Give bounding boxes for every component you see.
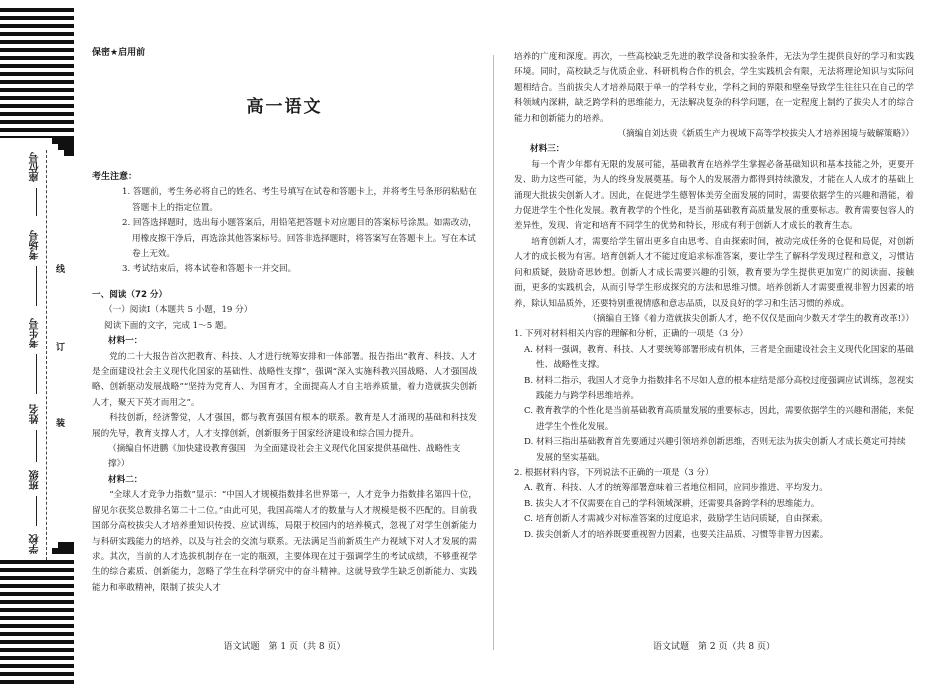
stripe-pattern-top — [0, 8, 74, 138]
material-3-paragraph: 每一个青少年都有无限的发展可能，基础教育在培养学生掌握必备基础知识和基本技能之外，更要开发、助力这些可能，为人的终身发展奠基。每个人的发展潜力都得到持续激发，才能在人人成才的基础上涌现大批拔尖创新人才。因此，在促进学生德智体美劳全面发展的同时，需要依据学生的兴趣和潜能，着力促进学生个性化发展。教育教学的个性化，是当前基础教育高质量发展的重要标志。教育需要包容人的差异性，发现、肯定和培育不同学生的优势和特长，形成有利于创新人才成长的教育生态。 — [514, 159, 914, 232]
q2-option-c[interactable]: C. 培育创新人才需减少对标准答案的过度追求，鼓励学生诘问质疑，自由探索。 — [524, 514, 828, 525]
question-1: 1. 下列对材料相关内容的理解和分析，正确的一项是（3 分） — [514, 329, 748, 340]
note-item: 2. 回答选择题时，选出每小题答案后，用铅笔把答题卡对应题目的答案标号涂黑。如需改动，用橡皮擦干净后，再选涂其他答案标号。回答非选择题时，将答案写在答题卡上。写在本试卷上无效。 — [122, 218, 477, 260]
q1-option-a[interactable]: A. 材料一强调，教育、科技、人才要统筹部署形成有机体，三者是全面建设社会主义现代化国家的基础性、战略性支撑。 — [524, 344, 914, 371]
field-room-label: 考场号 — [30, 230, 41, 260]
cut-mark-bind: 订 — [56, 343, 66, 353]
cut-mark-line: 线 — [56, 265, 66, 275]
notes-heading: 考生注意： — [92, 172, 138, 182]
question-2: 2. 根据材料内容，下列说法不正确的一项是（3 分） — [514, 467, 714, 478]
secret-label: 保密★启用前 — [92, 48, 146, 58]
material-1-label: 材料一： — [108, 336, 143, 347]
reading-section — [92, 288, 477, 596]
q2-option-a[interactable]: A. 教育、科技、人才的统筹部署意味着三者地位相同，应同步推进、平均发力。 — [524, 483, 828, 494]
page-title: 高一语文 — [246, 97, 323, 117]
q1-option-c[interactable]: C. 教育教学的个性化是当前基础教育高质量发展的重要标志，因此，需要依据学生的兴趣和潜能，来促进学生个性化发展。 — [524, 406, 914, 432]
field-seat-label: 座位号 — [30, 152, 41, 182]
page-footer: 语文试题 第 2 页（共 8 页） — [653, 642, 775, 652]
field-class-label: 班级 — [30, 470, 41, 490]
material-3-label: 材料三： — [530, 144, 565, 155]
page-divider — [493, 55, 494, 650]
note-item: 3. 考试结束后，将本试卷和答题卡一并交回。 — [122, 264, 297, 275]
field-class-line[interactable] — [36, 496, 37, 526]
stair-decoration — [58, 542, 74, 548]
field-id-line[interactable] — [36, 354, 37, 394]
field-room-line[interactable] — [36, 266, 37, 306]
page-footer: 语文试题 第 1 页（共 8 页） — [223, 642, 346, 652]
stair-decoration — [64, 150, 74, 156]
field-name-label: 姓名 — [30, 404, 41, 424]
page-2-content — [514, 50, 914, 543]
field-id-label: 考生号 — [30, 318, 41, 348]
page-1 — [92, 0, 477, 688]
field-seat-line[interactable] — [36, 188, 37, 216]
section-heading: 一、阅读（72 分） — [92, 290, 168, 300]
subsection-heading: （一）阅读Ⅰ（本题共 5 小题，19 分） — [104, 305, 253, 316]
material-2-continued: 培养的广度和深度。再次，一些高校缺乏先进的教学设备和实验条件，无法为学生提供良好的学习和实践环境。同时，高校缺乏与优质企业、科研机构合作的机会，学生实践机会有限，无法将理论知识与实际问题相结合。当前拔尖人才培养局限于单一的学科专业，学科之间的界限和壁垒导致学生往往只在自己的学科领域内深耕，缺乏跨学科的思维能力，无法解决复杂的科学问题，在一定程度上制约了拔尖人才的综合能力和创新能力的培养。 — [514, 52, 914, 124]
note-item: 1. 答题前，考生务必将自己的姓名、考生号填写在试卷和答题卡上，并将考生号条形码粘贴在答题卡上的指定位置。 — [122, 187, 477, 213]
material-2-label: 材料二： — [108, 474, 143, 485]
stair-decoration — [52, 548, 74, 554]
material-1-source: （摘编自怀进鹏《加快建设教育强国 为全面建设社会主义现代化国家提供基础性、战略性支撑》） — [108, 444, 461, 470]
binding-margin — [0, 0, 82, 688]
field-name-line[interactable] — [36, 430, 37, 462]
instruction: 阅读下面的文字，完成 1～5 题。 — [104, 320, 233, 331]
q2-option-b[interactable]: B. 拔尖人才不仅需要在自己的学科领域深耕，还需要具备跨学科的思维能力。 — [524, 498, 820, 509]
cut-line — [46, 150, 47, 560]
material-3-source: （摘编自王锋《着力造就拔尖创新人才，绝不仅仅是面向少数天才学生的教育改革!》） — [588, 313, 914, 324]
stripe-pattern-bottom — [0, 560, 74, 685]
cut-mark-install: 装 — [56, 419, 66, 429]
field-school-label: 学校 — [30, 534, 41, 554]
q2-option-d[interactable]: D. 拔尖创新人才的培养既要重视智力因素，也要关注品质、习惯等非智力因素。 — [524, 529, 829, 540]
material-1-paragraph: 科技创新，经济警觉，人才强国，都与教育强国有根本的联系。教育是人才涌现的基础和科技发展的先导，教育支撑人才，人才支撑创新，创新服务于国家经济建设和综合国力提升。 — [92, 413, 477, 439]
page-2 — [514, 0, 914, 688]
q1-option-b[interactable]: B. 材料二指示，我国人才竞争力指数排名不尽如人意的根本症结是部分高校过度强调应试训练，忽视实践能力与跨学科思维培养。 — [524, 375, 914, 401]
material-2-paragraph: “全球人才竞争力指数”显示：“中国人才规模指数排名世界第一，人才竞争力指数排名第四十位，留见尔获奖总数排名第二十二位。”由此可见，我国高端人才的数量与人才规模是极不匹配的。目前我国部分高校拔尖人才培养重知识传授、应试训练，局限于校园内的培养模式，忽视了对学生创新能力与科研实践能力的培养，以及与社会的交流与联系。无法满足当前新质生产力视域下对人才发展的需求。其次，当前的人才选拔机制存在一定的瓶颈，主要体现在过于强调学生的考试成绩，不够重视学生的综合素质、创新能力，忽略了学生在科学研究中的奋斗精神。这就导致学生缺乏创新能力、实践能力和率敢精神，限制了拔尖人才 — [92, 490, 477, 593]
material-1-paragraph: 党的二十大报告首次把教育、科技、人才进行统筹安排和一体部署。报告指出“教育、科技、人才是全面建设社会主义现代化国家的基础性、战略性支撑”，强调“深入实施科教兴国战略、人才强国战略、创新驱动发展战略”“坚持为党育人、为国育才，全面提高人才自主培养质量，着力造就拔尖创新人才，聚天下英才而用之”。 — [92, 351, 477, 408]
material-3-paragraph: 培育创新人才，需要给学生留出更多自由思考、自由探索时间，被动完成任务的仓促和局促，对创新人才的成长极为有害。培育创新人才不能过度追求标准答案，要让学生了解科学发现过程和意义，习惯诘问和质疑，鼓励奇思妙想。创新人才成长需要兴趣的引领，教育要为学生提供更加宽广的阅读面、接触面，更多的实践机会，从而引导学生形成探究的方法和思维习惯。培养创新人才需要重视非智力因素的培养，除认知品质外，还要特别重视情感和意志品质，以及良好的学习和生活习惯的养成。 — [514, 236, 914, 309]
q1-option-d[interactable]: D. 材料三指出基础教育首先要通过兴趣引领培养创新思维，否则无法为拔尖创新人才成长奠定可持续发展的坚实基础。 — [524, 437, 906, 463]
material-2-source: （摘编自刘达贵《新质生产力视域下高等学校拔尖人才培养困境与破解策略》） — [617, 129, 914, 140]
exam-notes — [92, 170, 477, 278]
